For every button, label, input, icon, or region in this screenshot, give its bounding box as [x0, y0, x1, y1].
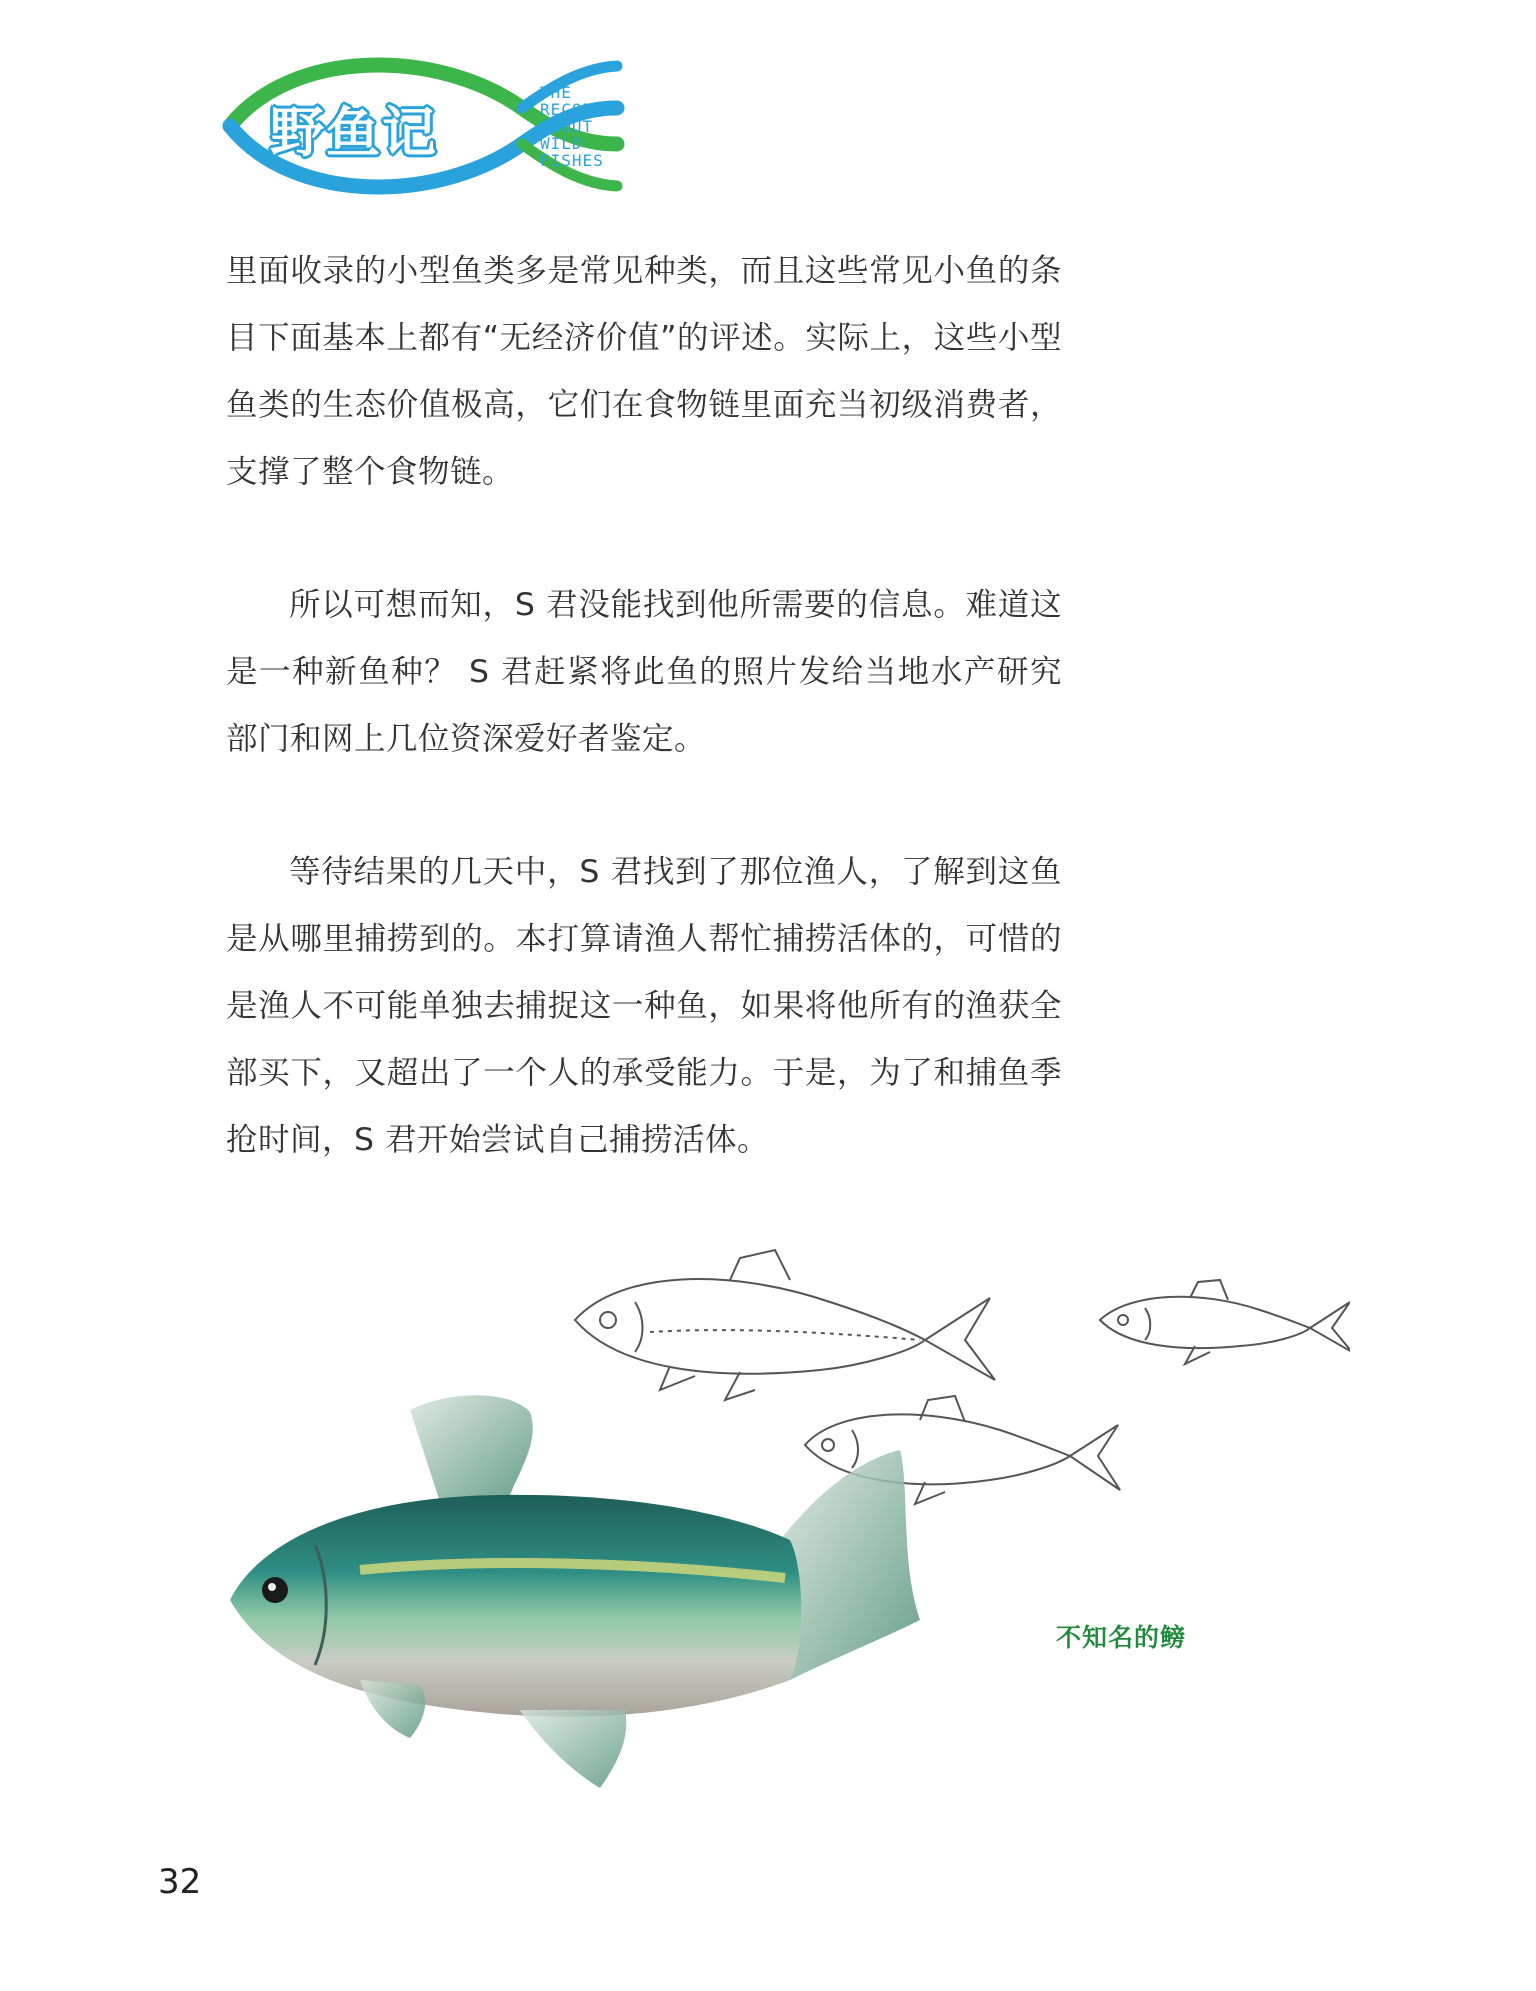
- logo-subtitle: [540, 84, 614, 169]
- logo-subtitle-line: RECORDS: [540, 100, 615, 119]
- fish-drawing-icon: [220, 1240, 1350, 1820]
- paragraph: 里面收录的小型鱼类多是常见种类，而且这些常见小鱼的条目下面基本上都有“无经济价值”的评述。实际上，这些小型鱼类的生态价值极高，它们在食物链里面充当初级消费者，支撑了整个食物链。: [226, 253, 1062, 490]
- logo-subtitle-line: WILD: [540, 134, 583, 153]
- sketch-fish: [575, 1250, 995, 1400]
- book-logo: [222, 56, 662, 196]
- body-text: [226, 238, 1062, 1240]
- figure-caption: 不知名的鳑: [1056, 1623, 1187, 1652]
- logo-subtitle-line: FISHES: [540, 151, 604, 170]
- colored-fish: [230, 1395, 920, 1788]
- paragraph: 所以可想而知，S 君没能找到他所需要的信息。难道这是一种新鱼种？ S 君赶紧将此鱼的照片发给当地水产研究部门和网上几位资深爱好者鉴定。: [226, 587, 1062, 757]
- logo-subtitle-line: THE: [540, 83, 572, 102]
- paragraph: 等待结果的几天中，S 君找到了那位渔人，了解到这鱼是从哪里捕捞到的。本打算请渔人帮忙捕捞活体的，可惜的是渔人不可能单独去捕捉这一种鱼，如果将他所有的渔获全部买下，又超出了一个人的承受能力。于是，为了和捕鱼季抢时间，S 君开始尝试自己捕捞活体。: [226, 854, 1062, 1158]
- logo-subtitle-line: ABOUT: [540, 117, 594, 136]
- logo-title: 野鱼记: [270, 101, 438, 164]
- page-number: 32: [158, 1862, 202, 1902]
- fish-illustration: [220, 1240, 1350, 1820]
- sketch-fish: [1100, 1280, 1350, 1364]
